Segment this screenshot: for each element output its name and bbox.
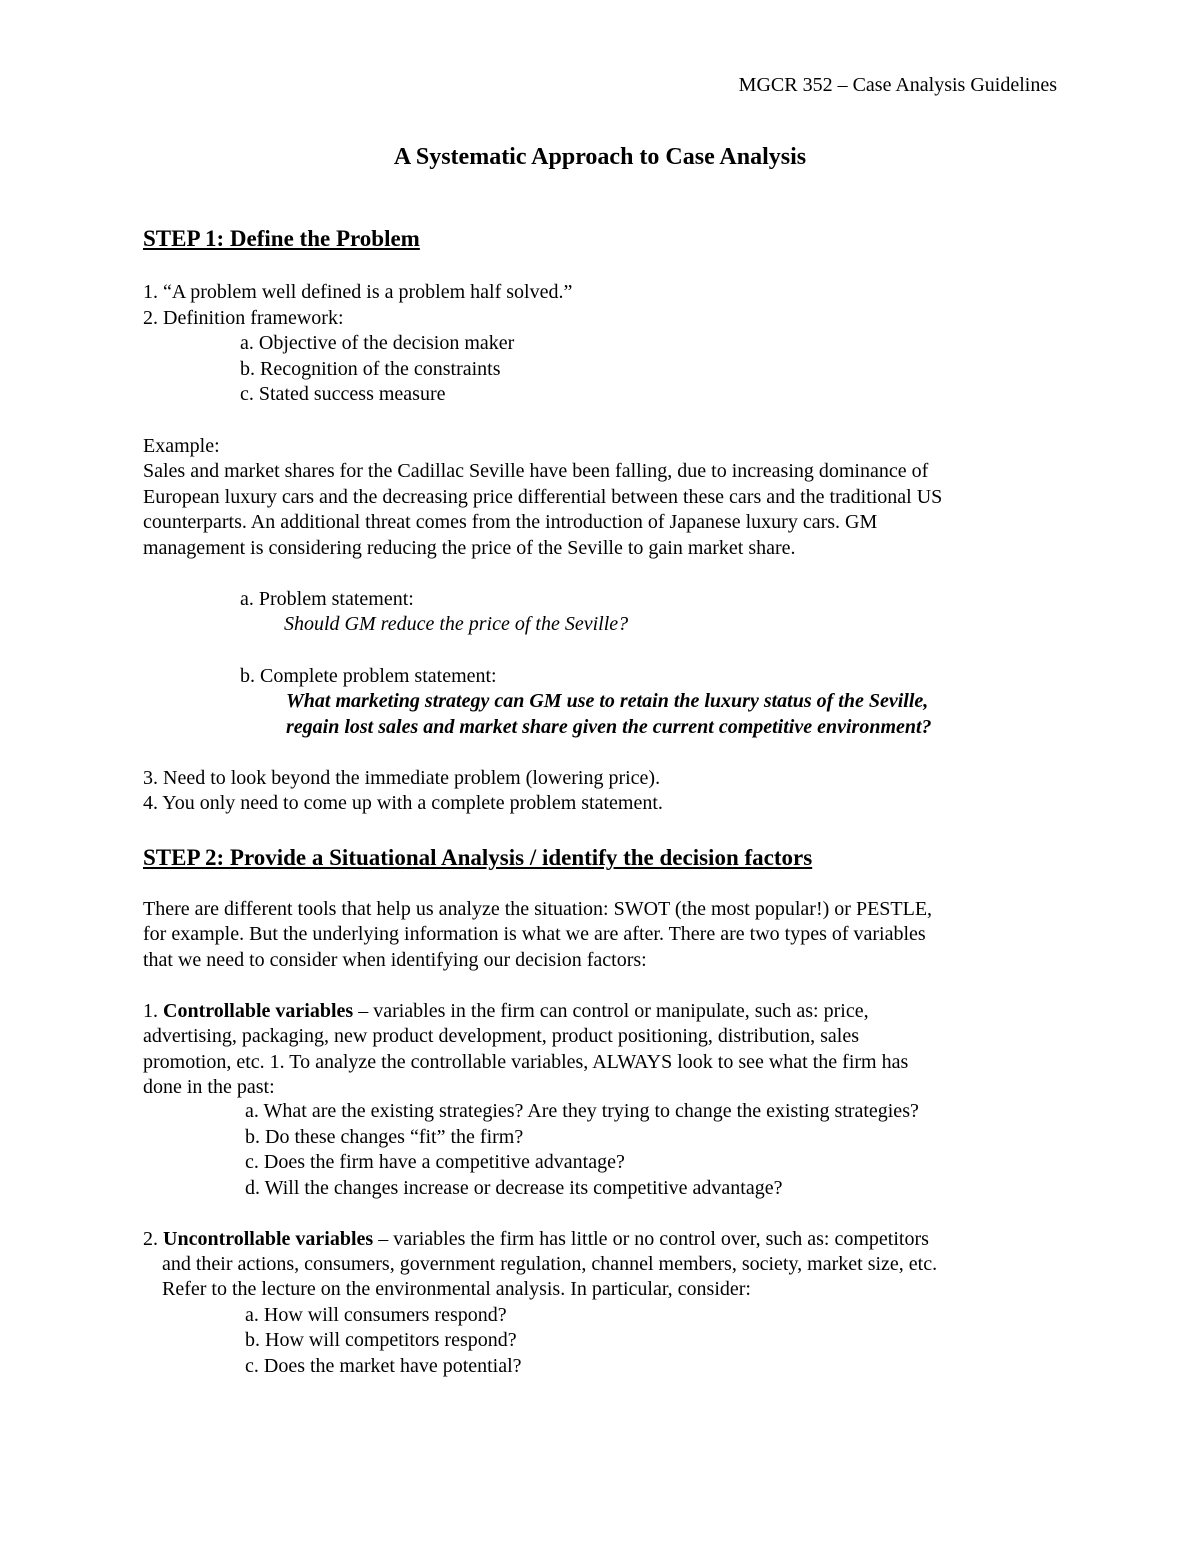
uncontrollable-definition: – variables the firm has little or no control over, such as: competitors xyxy=(373,1228,929,1250)
controllable-line: done in the past: xyxy=(143,1076,275,1098)
controllable-number: 1. xyxy=(143,1000,163,1022)
controllable-definition: – variables in the firm can control or manipulate, such as: price, xyxy=(353,1000,869,1022)
problem-statement-label: a. Problem statement: xyxy=(240,588,414,610)
step1-item-4: 4. You only need to come up with a complete problem statement. xyxy=(143,792,663,814)
complete-statement-label: b. Complete problem statement: xyxy=(240,665,497,687)
uncontrollable-question-b: b. How will competitors respond? xyxy=(245,1329,517,1351)
document-title: A Systematic Approach to Case Analysis xyxy=(393,144,807,170)
controllable-line: promotion, etc. 1. To analyze the controllable variables, ALWAYS look to see what the firm has xyxy=(143,1051,909,1073)
uncontrollable-first-line xyxy=(143,1226,929,1252)
example-line: counterparts. An additional threat comes from the introduction of Japanese luxury cars. GM xyxy=(143,511,878,533)
step1-item-3: 3. Need to look beyond the immediate problem (lowering price). xyxy=(143,767,661,789)
uncontrollable-line: and their actions, consumers, government regulation, channel members, society, market size, etc. xyxy=(162,1253,938,1275)
framework-item-a: a. Objective of the decision maker xyxy=(240,332,515,354)
example-line: management is considering reducing the price of the Seville to gain market share. xyxy=(143,537,796,559)
uncontrollable-number: 2. xyxy=(143,1228,163,1250)
page-header: MGCR 352 – Case Analysis Guidelines xyxy=(738,74,1057,96)
controllable-line: advertising, packaging, new product development, product positioning, distribution, sales xyxy=(143,1025,859,1047)
step1-heading: STEP 1: Define the Problem xyxy=(143,226,420,251)
example-line: European luxury cars and the decreasing price differential between these cars and the traditional US xyxy=(143,486,943,508)
complete-statement-line: regain lost sales and market share given the current competitive environment? xyxy=(286,716,932,738)
complete-statement-line: What marketing strategy can GM use to retain the luxury status of the Seville, xyxy=(286,690,929,712)
problem-statement-text: Should GM reduce the price of the Seville? xyxy=(284,613,629,635)
uncontrollable-question-a: a. How will consumers respond? xyxy=(245,1304,507,1326)
uncontrollable-line: Refer to the lecture on the environmental analysis. In particular, consider: xyxy=(162,1278,751,1300)
framework-item-b: b. Recognition of the constraints xyxy=(240,358,501,380)
controllable-term: Controllable variables xyxy=(163,1000,354,1022)
example-label: Example: xyxy=(143,435,220,457)
uncontrollable-term: Uncontrollable variables xyxy=(163,1228,374,1250)
controllable-question-c: c. Does the firm have a competitive advantage? xyxy=(245,1151,625,1173)
step2-intro-line: that we need to consider when identifying our decision factors: xyxy=(143,949,647,971)
controllable-question-b: b. Do these changes “fit” the firm? xyxy=(245,1126,524,1148)
step2-heading: STEP 2: Provide a Situational Analysis / identify the decision factors xyxy=(143,845,813,870)
step1-item-2: 2. Definition framework: xyxy=(143,307,344,329)
uncontrollable-question-c: c. Does the market have potential? xyxy=(245,1355,522,1377)
example-line: Sales and market shares for the Cadillac Seville have been falling, due to increasing dominance of xyxy=(143,460,929,482)
step2-intro-line: for example. But the underlying information is what we are after. There are two types of variables xyxy=(143,923,926,945)
controllable-question-d: d. Will the changes increase or decrease its competitive advantage? xyxy=(245,1177,783,1199)
step2-intro-line: There are different tools that help us analyze the situation: SWOT (the most popular!) or PESTLE, xyxy=(143,898,933,920)
step1-item-1: 1. “A problem well defined is a problem half solved.” xyxy=(143,281,573,303)
controllable-question-a: a. What are the existing strategies? Are they trying to change the existing strategies? xyxy=(245,1100,919,1122)
controllable-first-line xyxy=(143,998,869,1024)
framework-item-c: c. Stated success measure xyxy=(240,383,446,405)
